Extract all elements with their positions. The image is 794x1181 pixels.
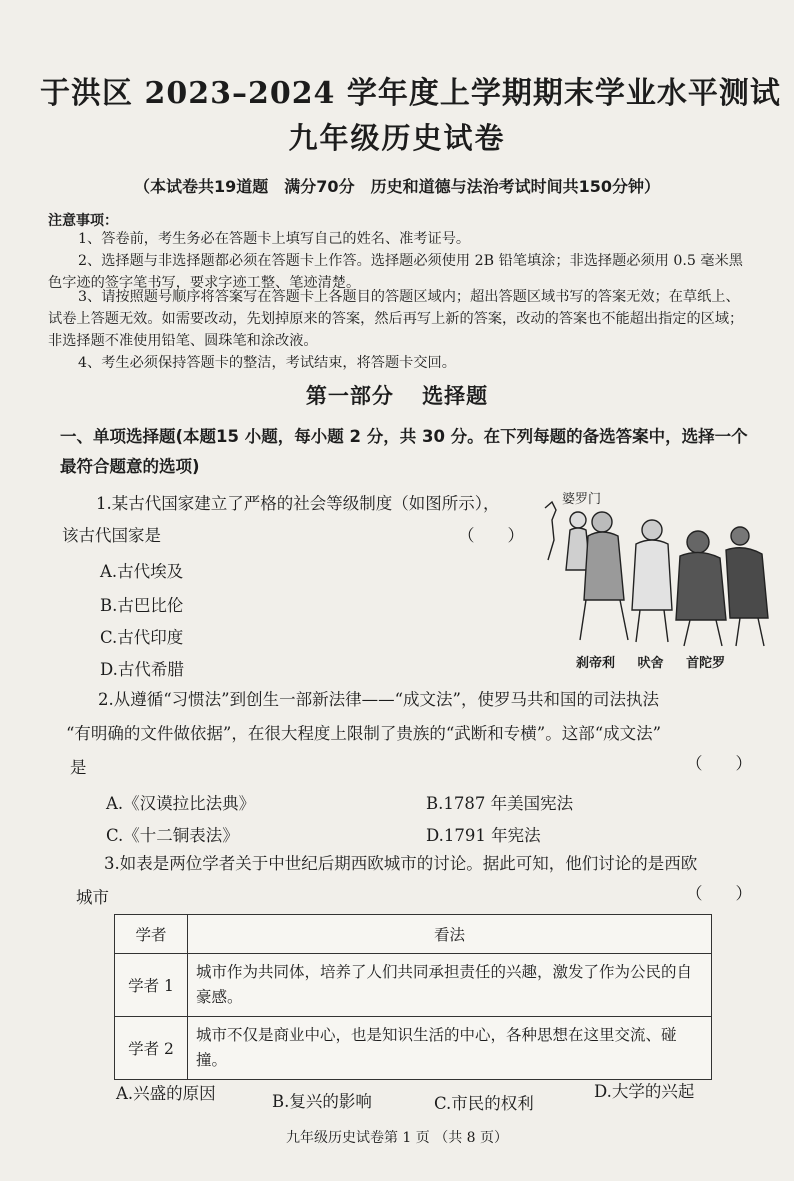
table-header-view: 看法 [188, 915, 712, 954]
q3-option-c: C.市民的权利 [434, 1094, 534, 1113]
caption-shudra: 首陀罗 [686, 656, 726, 671]
exam-info: （本试卷共19道题 满分70分 历史和道德与法治考试时间共150分钟） [134, 177, 660, 196]
table-row [115, 1017, 712, 1080]
q2-answer-blank: （ ） [686, 754, 752, 773]
table-cell-view: 城市作为共同体，培养了人们共同承担责任的兴趣，激发了作为公民的自豪感。 [188, 954, 712, 1017]
section-title [0, 380, 794, 410]
question-type-heading: 一、单项选择题(本题15 小题，每小题 2 分，共 30 分。在下列每题的备选答案中，选择一个最符合题意的选项) [60, 427, 748, 476]
q2-option-c: C.《十二铜表法》 [106, 826, 239, 845]
q3-option-b: B.复兴的影响 [272, 1092, 372, 1111]
caste-figure-illustration [540, 500, 775, 648]
q1-answer-blank: （ ） [458, 526, 524, 545]
page-footer: 九年级历史试卷第 1 页 （共 8 页） [285, 1130, 509, 1146]
exam-subtitle-subject: 九年级历史试卷 [288, 121, 506, 155]
table-cell-view: 城市不仅是商业中心，也是知识生活的中心，各种思想在这里交流、碰撞。 [188, 1017, 712, 1080]
q3-stem-cont: 城市 [76, 888, 109, 907]
q2-stem-cont: “有明确的文件做依据”，在很大程度上限制了贵族的“武断和专横”。这部“成文法” [66, 724, 662, 743]
section-name: 选择题 [422, 384, 489, 408]
q2-stem-end: 是 [70, 758, 87, 777]
q1-option-a: A.古代埃及 [100, 562, 184, 581]
q1-option-d: D.古代希腊 [100, 660, 184, 679]
q2-option-b: B.1787 年美国宪法 [426, 794, 574, 813]
q1-option-c: C.古代印度 [100, 628, 184, 647]
q3-stem: 3.如表是两位学者关于中世纪后期西欧城市的讨论。据此可知，他们讨论的是西欧 [104, 854, 698, 873]
section-part: 第一部分 [305, 384, 394, 408]
q2-stem: 2.从遵循“习惯法”到创生一部新法律——“成文法”，使罗马共和国的司法执法 [98, 690, 659, 709]
q1-stem-cont: 该古代国家是 [62, 526, 161, 545]
figure-caption-brahmin: 婆罗门 [562, 492, 602, 507]
table-row [115, 954, 712, 1017]
caption-vaishya: 吠舍 [637, 656, 664, 671]
notes-heading: 注意事项： [48, 213, 118, 229]
q3-answer-blank: （ ） [686, 884, 752, 903]
note-item: 2、选择题与非选择题都必须在答题卡上作答。选择题必须使用 2B 铅笔填涂；非选择题必须用 0.5 毫米黑色字迹的签字笔书写，要求字迹工整、笔迹清楚。 [48, 253, 743, 291]
scholars-table [114, 914, 712, 1080]
q3-option-d: D.大学的兴起 [594, 1082, 695, 1101]
q1-stem: 1.某古代国家建立了严格的社会等级制度（如图所示）， [96, 494, 500, 513]
q1-option-b: B.古巴比伦 [100, 596, 184, 615]
figure-caption-castes [576, 652, 743, 671]
caption-kshatriya: 刹帝利 [576, 656, 616, 671]
table-header-row [115, 915, 712, 954]
q2-option-a: A.《汉谟拉比法典》 [106, 794, 256, 813]
note-item: 4、考生必须保持答题卡的整洁，考试结束，将答题卡交回。 [78, 355, 456, 371]
q2-option-d: D.1791 年宪法 [426, 826, 541, 845]
table-cell-scholar: 学者 2 [115, 1017, 188, 1080]
note-item: 3、请按照题号顺序将答案写在答题卡上各题目的答题区域内；超出答题区域书写的答案无效；在草纸上、试卷上答题无效。如需要改动，先划掉原来的答案，然后再写上新的答案，改动的答案也不能超出指定的区域；非选择题不准使用铅笔、圆珠笔和涂改液。 [48, 289, 744, 349]
table-header-scholar: 学者 [115, 915, 188, 954]
table-cell-scholar: 学者 1 [115, 954, 188, 1017]
q3-option-a: A.兴盛的原因 [116, 1084, 216, 1103]
note-item: 1、答卷前，考生务必在答题卡上填写自己的姓名、准考证号。 [78, 231, 471, 247]
exam-title: 于洪区 2023–2024 学年度上学期期末学业水平测试 [40, 76, 781, 111]
